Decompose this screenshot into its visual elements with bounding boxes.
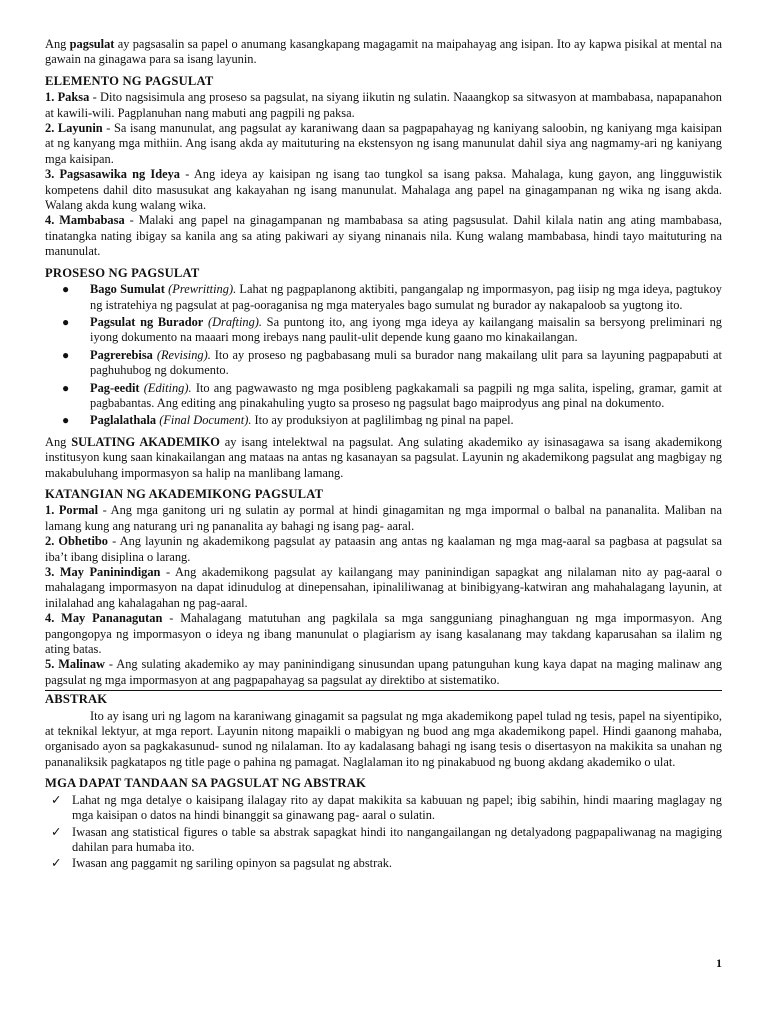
elemento-item: 1. Paksa - Dito nagsisimula ang proseso sa pagsulat, na siyang iikutin ng sulatin. Naaangkop sa sitwasyon at mambabasa, napapanahon at kawili-wili. Pagplanuhan nang mabuti ang pagpili ng paksa. [45, 90, 722, 120]
checkmark-icon: ✓ [51, 792, 62, 807]
proseso-list [45, 282, 722, 429]
elemento-item: 2. Layunin - Sa isang manunulat, ang pagsulat ay karaniwang daan sa pagpapahayag ng kaniyang saloobin, ng kaniyang mga kaisipan at ng kanyang mga mithiin. Ang isang akda ay maituturing na ekstensyon ng isang manunulat dahil siya ang nagmamy-ari ng kaniyang mga kaisipan. [45, 121, 722, 166]
katangian-item: 5. Malinaw - Ang sulating akademiko ay may paninindigang sinusundan upang patunguhan kung kaya dapat na maging malinaw ang pagsulat ng mga impormasyon at ang pagpapahayag sa pagsulat ay direktibo at sistematiko. [45, 657, 722, 687]
tandaan-item: ✓ Lahat ng mga detalye o kaisipang ilalagay rito ay dapat makikita sa kabuuan ng papel; ibig sabihin, hindi maaring maglagay ng mga kaisipan o datos na hindi binanggit sa ginawang pag- aaral o sulatin. [51, 792, 722, 823]
elemento-item: 3. Pagsasawika ng Ideya - Ang ideya ay kaisipan ng isang tao tungkol sa isang paksa. Mahalaga, kung gayon, ang lingguwistik kompetens dahil dito masusukat ang kakayahan ng isang manunulat. Mahalaga ang papel na ginagampanan ng wika ng isang akda. Walang akda kung walang wika. [45, 167, 723, 213]
tandaan-item: ✓ Iwasan ang statistical figures o table sa abstrak sapagkat hindi ito nangangailangan ng detalyadong pagpapaliwanag na magiging dahilan para humaba ito. [51, 824, 722, 854]
bullet-icon: ● [62, 413, 70, 428]
intro-paragraph: Ang pagsulat ay pagsasalin sa papel o anumang kasangkapang magagamit na maipahayag ang isipan. Ito ay kapwa pisikal at mental na gawain na ginagawa para sa isang layunin. [45, 37, 723, 67]
tandaan-list [45, 793, 722, 872]
bullet-icon: ● [62, 347, 70, 362]
akademiko-paragraph: Ang SULATING AKADEMIKO ay isang intelektwal na pagsulat. Ang sulating akademiko ay isinasagawa sa isang akademikong institusyon kung saan kinakailangan ang mataas na antas ng kasanayan sa pagsulat. Layunin ng akademikong pagsulat ang magbigay ng makabuluhang impormasyon sa halip na manlibang lamang. [45, 434, 722, 480]
katangian-heading: KATANGIAN NG AKADEMIKONG PAGSULAT [45, 486, 324, 501]
intro-term: pagsulat [69, 37, 115, 51]
katangian-item: 2. Obhetibo - Ang layunin ng akademikong pagsulat ay pataasin ang antas ng kaalaman ng mga mag-aaral sa pagbasa at pagsulat sa iba’t ibang disiplina o larang. [45, 534, 722, 564]
elemento-heading: ELEMENTO NG PAGSULAT [45, 73, 214, 88]
bullet-icon: ● [62, 282, 70, 297]
bullet-icon: ● [62, 380, 70, 395]
section-divider [45, 690, 722, 691]
bullet-icon: ● [62, 314, 70, 329]
tandaan-item: ✓ Iwasan ang paggamit ng sariling opinyon sa pagsulat ng abstrak. [51, 856, 393, 871]
elemento-item: 4. Mambabasa - Malaki ang papel na ginagampanan ng mambabasa sa ating pagsusulat. Dahil kilala natin ang ating mambabasa, tinatangka nating ibigay sa kanila ang sa ating pakiwari ay siyang ninanais nila. Kung walang mambabasa, hindi tayo maituturing na manunulat. [45, 213, 722, 259]
abstrak-heading: ABSTRAK [45, 692, 108, 707]
proseso-heading: PROSESO NG PAGSULAT [45, 265, 200, 280]
checkmark-icon: ✓ [51, 824, 62, 839]
tandaan-heading: MGA DAPAT TANDAAN SA PAGSULAT NG ABSTRAK [45, 776, 367, 791]
katangian-item: 3. May Paninindigan - Ang akademikong pagsulat ay kailangang may paninindigan sapagkat ang nilalaman nito ay pag-aaral o mahalagang impormasyon na dapat idinudulog at dinepensahan, ipinaliliwanag at binibigyang-katwiran ang mahahalagang layunin, at inilalahad ang kahalagahan ng pag-aaral. [45, 565, 723, 610]
abstrak-paragraph: Ito ay isang uri ng lagom na karaniwang ginagamit sa pagsulat ng mga akademikong papel tulad ng tesis, papel na siyentipiko, at teknikal lektyur, at mga report. Layunin nitong mapaikli o mabigyan ng buod ang mga akademikong papel. Hindi gaanong mahaba, organisado ayon sa pagkakasunud- sunod ng nilalaman. Ito ay kadalasang bahagi ng isang tesis o disertasyon na makikita sa unahan ng pananaliksik pagkatapos ng title page o pahina ng pamagat. Naglalaman ito ng pinakabuod ng buong akdang akademiko o ulat. [45, 708, 722, 769]
page-number: 1 [716, 956, 722, 970]
proseso-item: ● Pagrerebisa (Revising). Ito ay proseso ng pagbabasang muli sa burador nang makailang ulit para sa layuning pagpapabuti at paghuhubog ng dokumento. [62, 347, 722, 378]
elemento-list [45, 90, 722, 259]
proseso-item: ● Pagsulat ng Burador (Drafting). Sa puntong ito, ang iyong mga ideya ay kailangang maisalin sa bersyong preliminari ng iyong dokumento na maaari mong irebays nang paulit-ulit depende kung gaano mo kinakailangan. [62, 314, 722, 345]
katangian-item: 4. May Pananagutan - Mahalagang matutuhan ang pagkilala sa mga sangguniang pinaghanguan ng mga impormasyon. Ang pangongopya ng impormasyon o ideya ng ibang manunulat o plagiarism ay isang kasalanang may takdang kaparusahan sa ilalim ng ating batas. [45, 611, 723, 657]
checkmark-icon: ✓ [51, 856, 62, 871]
proseso-item: ● Pag-eedit (Editing). Ito ang pagwawasto ng mga posibleng pagkakamali sa pagpili ng mga salita, ispeling, gramar, gamit at pagbabantas. Ang editing ang pinakahuling yugto sa proseso ng pagsulat bago maiprodyus ang pinal na dokumento. [62, 380, 722, 410]
akademiko-term: SULATING AKADEMIKO [71, 434, 220, 449]
katangian-list [45, 503, 722, 688]
proseso-item: ● Paglalathala (Final Document). Ito ay produksiyon at paglilimbag ng pinal na papel. [62, 413, 514, 428]
katangian-item: 1. Pormal - Ang mga ganitong uri ng sulatin ay pormal at hindi ginagamitan ng mga impormal o balbal na pananalita. Maliban na lamang kung ang naturang uri ng pananalita ay bahagi ng isang pag- aaral. [45, 503, 722, 533]
proseso-item: ● Bago Sumulat (Prewritting). Lahat ng pagpaplanong aktibiti, pangangalap ng impormasyon, pag iisip ng mga ideya, pagtukoy ng istratehiya ng pagsulat at pag-ooraganisa ng mga materyales bago sumulat ng burador ay nakapaloob sa yugtong ito. [62, 282, 722, 312]
document-page [45, 37, 722, 873]
